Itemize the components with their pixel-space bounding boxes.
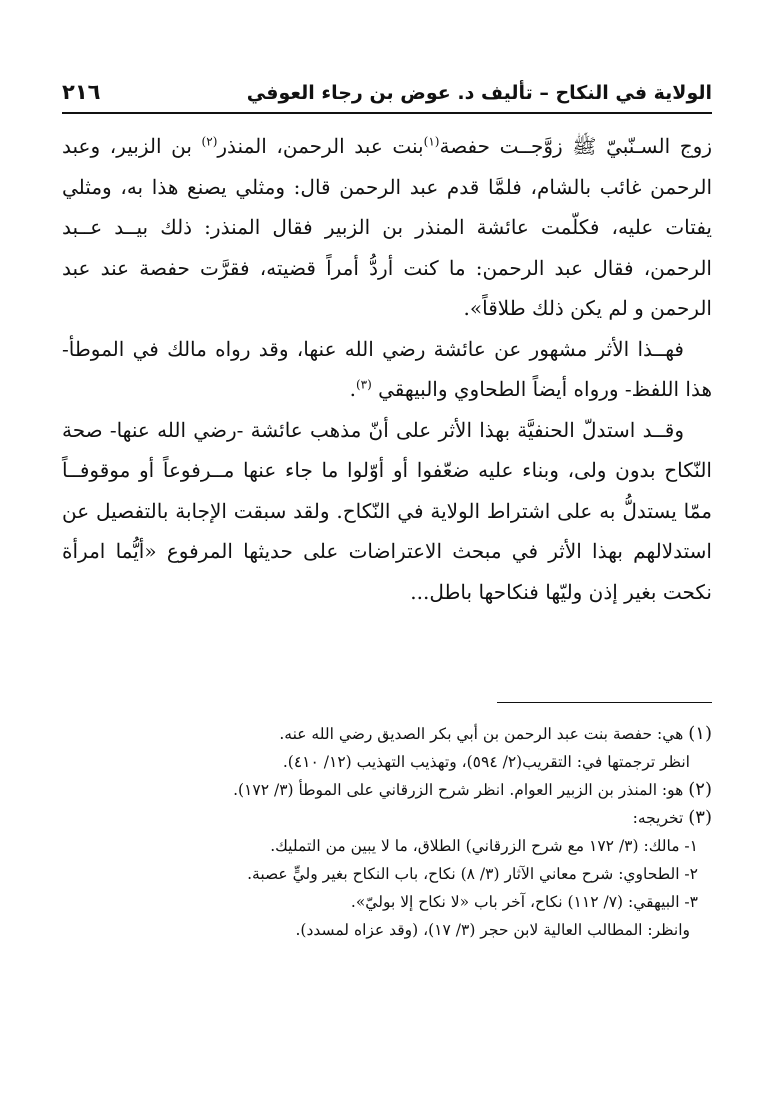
header-title: الولاية في النكاح – تأليف د. عوض بن رجاء العوفي (246, 82, 712, 104)
footnote-ref-1: (١) (423, 134, 440, 149)
book-page (62, 78, 712, 939)
page-number: ٢١٦ (62, 80, 101, 104)
main-text (62, 126, 712, 612)
footnote-1-source: انظر ترجمتها في: التقريب(٢/ ٥٩٤)، وتهذيب التهذيب (١٢/ ٤١٠). (282, 753, 690, 771)
footnote-3-item-1: ١- مالك: (٣/ ١٧٢ مع شرح الزرقاني) الطلاق، ما لا يبين من التمليك. (270, 837, 698, 855)
footnote-ref-3: (٣) (355, 377, 372, 392)
running-header (62, 78, 712, 114)
footnote-1-text: هي: حفصة بنت عبد الرحمن بن أبي بكر الصديق رضي الله عنه. (279, 725, 689, 743)
paragraph-3 (62, 410, 712, 613)
footnote-3-number: (٣) (688, 807, 712, 828)
footnotes (62, 720, 712, 944)
footnote-ref-2: (٢) (201, 134, 218, 149)
footnote-2 (62, 776, 712, 804)
p1-text-a: زوج السـنّبيّ ﷺ زوَّجــت حفصة (439, 134, 712, 158)
footnote-separator (497, 702, 712, 703)
footnote-3-text: تخريجه: (632, 809, 689, 827)
p2-text: فهــذا الأثر مشهور عن عائشة رضي الله عنها، وقد رواه مالك في الموطأ- هذا اللفظ- ورواه أيضاً الطحاوي والبيهقي (62, 336, 712, 401)
footnote-3-item-2: ٢- الطحاوي: شرح معاني الآثار (٣/ ٨) نكاح، باب النكاح بغير وليٍّ عصبة. (247, 865, 698, 883)
footnote-2-text: هو: المنذر بن الزبير العوام. انظر شرح الزرقاني على الموطأ (٣/ ١٧٢). (233, 781, 689, 799)
p3-text: وقــد استدلّ الحنفيَّة بهذا الأثر على أنّ مذهب عائشة -رضي الله عنها- صحة النّكاح بدون ولى، وبناء عليه ضعّفوا أو أوّلوا ما جاء عنها مــرفوعاً أو موقوفــاً ممّا يستدلُّ به على اشتراط الولاية في النّكاح. ولقد سبقت الإجابة بالتفصيل عن استدلالهم بهذا الأثر في مبحث الاعتراضات على حديثها المرفوع «أيُّما امرأة نكحت بغير إذن وليّها فنكاحها باطل... (62, 417, 712, 604)
footnote-3 (62, 804, 712, 832)
paragraph-1 (62, 126, 712, 329)
footnote-2-number: (٢) (688, 779, 712, 800)
footnote-3-item-3: ٣- البيهقي: (٧/ ١١٢) نكاح، آخر باب «لا نكاح إلا بوليّ». (350, 893, 698, 911)
paragraph-2 (62, 329, 712, 410)
p1-text-c: بن الزبير، وعبد الرحمن غائب بالشام، فلمَّا قدم عبد الرحمن قال: ومثلي يصنع هذا به، ومثلي يفتات عليه، فكلّمت عائشة المنذر بن الزبير فقال المنذر: ذلك بيــد عــبد الرحمن، فقال عبد الرحمن: ما كنت أردُّ أمراً قضيته، فقرَّت حفصة عند عبد الرحمن و لم يكن ذلك طلاقاً». (62, 134, 712, 320)
p2-end: . (349, 377, 356, 401)
footnote-1 (62, 720, 712, 748)
footnote-1-number: (١) (688, 723, 712, 744)
footnote-3-see-also: وانظر: المطالب العالية لابن حجر (٣/ ١٧)، (وقد عزاه لمسدد). (295, 921, 690, 939)
p1-text-b: بنت عبد الرحمن، المنذر (217, 134, 424, 158)
